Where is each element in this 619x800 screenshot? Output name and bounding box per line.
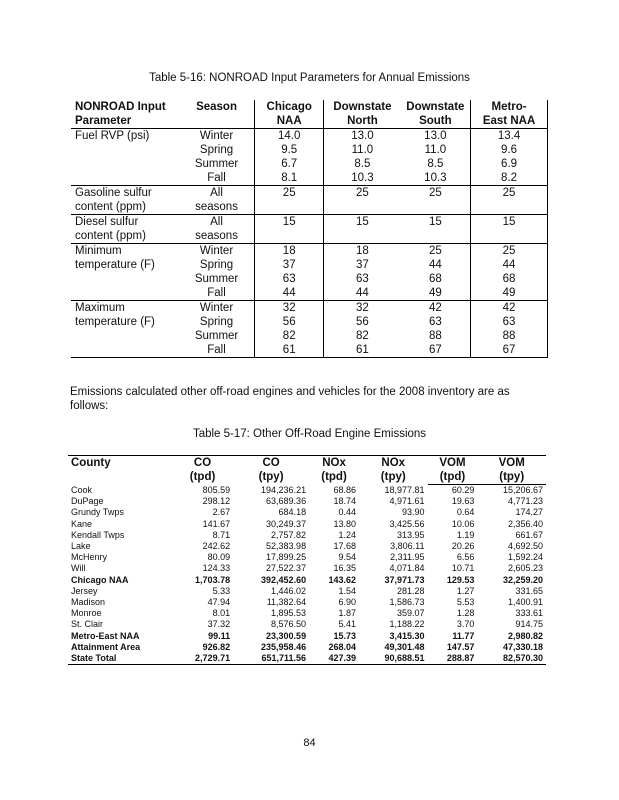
- param-cell: content (ppm): [71, 229, 179, 244]
- downstate-north-cell: 13.0: [351, 130, 374, 142]
- value-cell: 0.44: [338, 507, 356, 518]
- table-row: [68, 563, 546, 574]
- value-cell: 8.01: [212, 608, 231, 619]
- value-cell: 5.33: [212, 585, 231, 596]
- table-row: [68, 496, 546, 507]
- value-cell: 5.41: [338, 619, 356, 630]
- param-cell: temperature (F): [75, 259, 155, 271]
- value-cell: 30,249.37: [266, 518, 307, 529]
- downstate-south-cell: 10.3: [401, 171, 471, 186]
- value-cell: 174.27: [515, 507, 543, 518]
- season-cell: Winter: [179, 301, 255, 316]
- chicago-cell: [255, 200, 324, 215]
- chicago-cell: 56: [255, 315, 324, 329]
- value-cell: 19.63: [451, 496, 475, 507]
- table-row: [71, 258, 548, 272]
- value-cell: 16.35: [333, 563, 356, 574]
- value-cell: 1.24: [338, 529, 356, 540]
- header-nox-tpd: NOx: [309, 456, 359, 471]
- county-cell: Attainment Area: [71, 641, 141, 652]
- downstate-south-cell: 88: [401, 329, 471, 343]
- metro-east-cell: 49: [471, 286, 548, 301]
- table-row: [68, 586, 546, 597]
- season-cell: Spring: [179, 258, 255, 272]
- value-cell: 1,586.73: [389, 597, 425, 608]
- season-cell: Summer: [179, 329, 255, 343]
- table-row: [71, 171, 548, 186]
- season-cell: Summer: [179, 157, 255, 171]
- value-cell: 10.06: [451, 518, 475, 529]
- downstate-north-cell: 10.3: [324, 171, 401, 186]
- metro-east-cell: [471, 229, 548, 244]
- chicago-cell: 25: [255, 186, 324, 201]
- downstate-south-cell: 68: [401, 272, 471, 286]
- param-cell: content (ppm): [71, 200, 179, 215]
- chicago-cell: 82: [255, 329, 324, 343]
- metro-east-cell: 67: [471, 343, 548, 358]
- table-row: [71, 229, 548, 244]
- downstate-north-cell: 44: [324, 286, 401, 301]
- value-cell: 11.77: [452, 630, 475, 641]
- value-cell: 194,236.21: [261, 484, 307, 495]
- param-cell: [71, 286, 179, 301]
- value-cell: 2,980.82: [507, 630, 543, 641]
- season-cell: Fall: [179, 343, 255, 358]
- value-cell: 18,977.81: [384, 484, 425, 495]
- downstate-south-cell: 25: [401, 186, 471, 201]
- header-vom-tpy: VOM: [477, 456, 546, 471]
- chicago-cell: 14.0: [255, 129, 324, 144]
- season-cell: seasons: [179, 229, 255, 244]
- value-cell: 427.39: [309, 653, 359, 665]
- value-cell: 143.62: [328, 574, 356, 585]
- value-cell: 2,605.23: [507, 563, 543, 574]
- value-cell: 99.11: [208, 630, 231, 641]
- param-cell: [71, 272, 179, 286]
- downstate-south-cell: [401, 200, 471, 215]
- param-cell: Fuel RVP (psi): [75, 130, 150, 142]
- header-co-tpy: CO: [233, 456, 309, 471]
- table-row: [71, 215, 548, 230]
- value-cell: 80.09: [207, 552, 231, 563]
- value-cell: 52,383.98: [266, 541, 307, 552]
- table-row: [71, 143, 548, 157]
- downstate-north-cell: 82: [356, 330, 369, 342]
- table-row: [68, 530, 546, 541]
- season-cell: All: [179, 215, 255, 230]
- value-cell: 82,570.30: [477, 653, 546, 665]
- value-cell: 2,356.40: [507, 518, 543, 529]
- value-cell: 331.65: [515, 585, 543, 596]
- value-cell: 1.87: [338, 608, 356, 619]
- header-county: County: [68, 456, 172, 471]
- downstate-north-cell: 8.5: [354, 158, 371, 170]
- county-cell: Cook: [71, 484, 93, 495]
- table-row: [71, 315, 548, 329]
- value-cell: 68.86: [333, 484, 356, 495]
- metro-east-cell: 68: [471, 272, 548, 286]
- metro-east-cell: 63: [471, 315, 548, 329]
- county-cell: Kendall Twps: [71, 529, 125, 540]
- param-cell: Minimum: [75, 245, 122, 257]
- county-cell: Metro-East NAA: [71, 630, 140, 641]
- season-cell: Winter: [179, 129, 255, 144]
- off-road-engine-emissions-table: County CO CO NOx NOx VOM VOM (tpd) (tpy) (tpd) (tpy) (tpd) (tpy) Cook 805.59 194,236.21 68.86 18,977.81 60.29 15,206.67 DuPage 298.12 63,689.36 18.74 4,971.61 19.63 4,771.23 Grundy Twps 2.67 684.18 0.44 93.90 0.64 174.27 Kane 141.67 30,249.37 13.80 3,425.56 10.06 2,356.40 Kendall Twps 8.71 2,757.82 1.24 313.95 1.19 661.67 Lake 242.62 52,383.98 17.68 3,806.11 20.26 4,692.50 McHenry 80.09 17,899.25 9.54 2,311.95 6.56 1,592.24 Will 124.33 27,522.37 16.35 4,071.84 10.71 2,605.23 Chicago NAA 1,703.78 392,452.60 143.62 37,971.73 129.53 32,259.20 Jersey 5.33 1,446.02 1.54 281.28 1.27 331.65 Madison 47.94 11,382.64 6.90 1,586.73 5.53 1,400.91 Monroe 8.01 1,895.53 1.87 359.07 1.28 333.61 St. Clair 37.32 8,576.50 5.41 1,188.22 3.70 914.75 Metro-East NAA 99.11 23,300.59 15.73 3,415.30 11.77 2,980.82 Attainment Area 926.82 235,958.46 268.04 49,301.48 147.57 47,330.18 State Total 2,729.71 651,711.56 427.39 90,688.51 288.87 82,570.30: [68, 455, 546, 665]
- downstate-north-cell: 15: [356, 216, 369, 228]
- param-cell: Maximum: [75, 302, 125, 314]
- chicago-cell: 63: [255, 272, 324, 286]
- chicago-cell: 32: [255, 301, 324, 316]
- value-cell: 268.04: [328, 641, 356, 652]
- page-number: 84: [303, 737, 316, 749]
- header-nox-tpy: NOx: [359, 456, 428, 471]
- value-cell: 141.67: [202, 518, 231, 529]
- season-cell: Fall: [179, 171, 255, 186]
- metro-east-cell: 6.9: [471, 157, 548, 171]
- value-cell: 129.53: [446, 574, 475, 585]
- table-row: [71, 186, 548, 201]
- value-cell: 63,689.36: [266, 496, 307, 507]
- county-cell: Grundy Twps: [71, 507, 124, 518]
- table-row: [71, 329, 548, 343]
- value-cell: 124.33: [202, 563, 231, 574]
- value-cell: 333.61: [515, 608, 543, 619]
- value-cell: 93.90: [401, 507, 425, 518]
- value-cell: 392,452.60: [261, 574, 307, 585]
- downstate-south-cell: 63: [401, 315, 471, 329]
- value-cell: 2,757.82: [271, 529, 307, 540]
- season-cell: seasons: [179, 200, 255, 215]
- chicago-cell: 15: [255, 215, 324, 230]
- value-cell: 8.71: [212, 529, 231, 540]
- value-cell: 147.57: [446, 641, 475, 652]
- value-cell: 37.32: [207, 619, 231, 630]
- metro-east-cell: 8.2: [471, 171, 548, 186]
- table-row: [71, 286, 548, 301]
- table-row: [68, 653, 546, 665]
- downstate-south-cell: [401, 229, 471, 244]
- value-cell: 15,206.67: [502, 485, 543, 495]
- value-cell: 281.28: [396, 585, 425, 596]
- table-row: [68, 485, 546, 497]
- value-cell: 298.12: [202, 496, 231, 507]
- value-cell: 651,711.56: [233, 653, 309, 665]
- value-cell: 3,415.30: [389, 630, 425, 641]
- value-cell: 926.82: [202, 641, 231, 652]
- table-row: [71, 244, 548, 259]
- metro-east-cell: 9.6: [471, 143, 548, 157]
- season-cell: Fall: [179, 286, 255, 301]
- value-cell: 4,071.84: [389, 563, 425, 574]
- value-cell: 3,806.11: [390, 541, 425, 552]
- county-cell: St. Clair: [71, 619, 104, 630]
- table-row: [71, 129, 548, 144]
- chicago-cell: [255, 229, 324, 244]
- value-cell: 17,899.25: [266, 552, 307, 563]
- value-cell: 1.28: [456, 608, 475, 619]
- header-parameter: NONROAD Input Parameter: [71, 100, 179, 129]
- param-cell: [71, 157, 179, 171]
- value-cell: 914.75: [515, 619, 543, 630]
- metro-east-cell: 15: [471, 215, 548, 230]
- season-cell: Winter: [179, 244, 255, 259]
- param-cell: Diesel sulfur: [75, 216, 139, 228]
- value-cell: 235,958.46: [261, 641, 307, 652]
- downstate-north-cell: 56: [356, 316, 369, 328]
- value-cell: 242.62: [202, 541, 231, 552]
- value-cell: 1.27: [456, 585, 475, 596]
- county-cell: McHenry: [71, 552, 108, 563]
- value-cell: 661.67: [515, 529, 543, 540]
- chicago-cell: 8.1: [255, 171, 324, 186]
- value-cell: 6.90: [338, 597, 356, 608]
- header-downstate-south: Downstate South: [401, 100, 471, 129]
- metro-east-cell: 44: [471, 258, 548, 272]
- header-vom-tpd: VOM: [428, 456, 478, 471]
- value-cell: 11,382.64: [266, 597, 307, 608]
- table-row: [68, 575, 546, 586]
- param-cell: temperature (F): [75, 316, 155, 328]
- header-season: Season: [179, 100, 255, 129]
- metro-east-cell: 88: [471, 329, 548, 343]
- county-cell: Monroe: [71, 608, 102, 619]
- downstate-south-cell: 15: [401, 215, 471, 230]
- value-cell: 1,446.02: [271, 585, 307, 596]
- chicago-cell: 37: [255, 258, 324, 272]
- value-cell: 1.54: [338, 585, 356, 596]
- header-downstate-north: Downstate North: [324, 100, 401, 129]
- season-cell: Summer: [179, 272, 255, 286]
- downstate-north-cell: 37: [356, 259, 369, 271]
- param-cell: [71, 171, 179, 186]
- value-cell: 37,971.73: [384, 574, 425, 585]
- table-row: [68, 619, 546, 630]
- value-cell: 1,895.53: [271, 608, 307, 619]
- value-cell: 23,300.59: [266, 630, 307, 641]
- value-cell: 15.73: [333, 630, 356, 641]
- county-cell: DuPage: [71, 496, 104, 507]
- value-cell: 9.54: [338, 552, 356, 563]
- table2-caption: Table 5-17: Other Off-Road Engine Emissions: [192, 428, 427, 440]
- downstate-north-cell: [324, 200, 401, 215]
- table-row: [68, 507, 546, 518]
- downstate-south-cell: 44: [401, 258, 471, 272]
- value-cell: 1,592.24: [507, 552, 543, 563]
- county-cell: Madison: [71, 597, 106, 608]
- county-cell: State Total: [68, 653, 172, 665]
- downstate-south-cell: 49: [401, 286, 471, 301]
- value-cell: 4,971.61: [389, 496, 425, 507]
- header-metro-east: Metro- East NAA: [471, 100, 548, 129]
- value-cell: 3.70: [456, 619, 475, 630]
- table-row: [68, 597, 546, 608]
- table-row: [68, 631, 546, 642]
- nonroad-input-parameters-table: [71, 100, 548, 358]
- table-row: [68, 541, 546, 552]
- value-cell: 4,771.23: [507, 496, 543, 507]
- header-chicago: Chicago NAA: [255, 100, 324, 129]
- downstate-north-cell: 63: [356, 273, 369, 285]
- metro-east-cell: 25: [471, 186, 548, 201]
- value-cell: 47,330.18: [502, 641, 543, 652]
- season-cell: All: [179, 186, 255, 201]
- downstate-south-cell: 67: [401, 343, 471, 358]
- body-paragraph: Emissions calculated other off-road engines and vehicles for the 2008 inventory are as follows:: [70, 386, 510, 412]
- value-cell: 2,729.71: [172, 653, 233, 665]
- county-cell: Kane: [71, 518, 93, 529]
- county-cell: Lake: [71, 541, 91, 552]
- value-cell: 27,522.37: [266, 563, 307, 574]
- county-cell: Will: [71, 563, 86, 574]
- value-cell: 288.87: [428, 653, 478, 665]
- value-cell: 60.29: [451, 485, 475, 495]
- table-row: [71, 200, 548, 215]
- value-cell: 17.68: [333, 541, 356, 552]
- table-row: [71, 343, 548, 358]
- chicago-cell: 9.5: [255, 143, 324, 157]
- table-row: [68, 608, 546, 619]
- param-cell: [71, 143, 179, 157]
- downstate-north-cell: 18: [356, 245, 369, 257]
- downstate-north-cell: 25: [356, 187, 369, 199]
- value-cell: 8,576.50: [271, 619, 307, 630]
- value-cell: 47.94: [207, 597, 231, 608]
- metro-east-cell: 25: [471, 244, 548, 259]
- param-cell: [71, 329, 179, 343]
- chicago-cell: 44: [255, 286, 324, 301]
- metro-east-cell: 13.4: [471, 129, 548, 144]
- value-cell: 1,188.22: [389, 619, 425, 630]
- downstate-north-cell: 11.0: [351, 144, 374, 156]
- value-cell: 0.64: [456, 507, 475, 518]
- table-row: [68, 642, 546, 653]
- value-cell: 805.59: [202, 484, 231, 495]
- value-cell: 313.95: [396, 529, 425, 540]
- value-cell: 359.07: [396, 608, 425, 619]
- param-cell: Gasoline sulfur: [75, 187, 152, 199]
- value-cell: 20.26: [451, 541, 475, 552]
- table1-caption: Table 5-16: NONROAD Input Parameters for Annual Emissions: [149, 72, 470, 84]
- downstate-south-cell: 25: [401, 244, 471, 259]
- value-cell: 3,425.56: [389, 518, 425, 529]
- downstate-north-cell: 61: [324, 343, 401, 358]
- chicago-cell: 18: [255, 244, 324, 259]
- table-row: [71, 157, 548, 171]
- chicago-cell: 6.7: [255, 157, 324, 171]
- value-cell: 5.53: [456, 597, 475, 608]
- table-row: [71, 301, 548, 316]
- value-cell: 1,400.91: [507, 597, 543, 608]
- value-cell: 2,311.95: [390, 552, 425, 563]
- downstate-north-cell: [324, 229, 401, 244]
- chicago-cell: 61: [255, 343, 324, 358]
- season-cell: Spring: [179, 143, 255, 157]
- value-cell: 684.18: [278, 507, 307, 518]
- metro-east-cell: [471, 200, 548, 215]
- season-cell: Spring: [179, 315, 255, 329]
- table-row: [71, 272, 548, 286]
- value-cell: 10.71: [451, 563, 475, 574]
- value-cell: 1,703.78: [195, 574, 231, 585]
- value-cell: 6.56: [456, 552, 475, 563]
- value-cell: 13.80: [333, 518, 356, 529]
- downstate-south-cell: 11.0: [401, 143, 471, 157]
- county-cell: Jersey: [71, 585, 98, 596]
- downstate-south-cell: 42: [401, 301, 471, 316]
- value-cell: 18.74: [333, 496, 356, 507]
- downstate-north-cell: 32: [356, 302, 369, 314]
- value-cell: 49,301.48: [384, 641, 425, 652]
- county-cell: Chicago NAA: [71, 574, 129, 585]
- param-cell: [71, 343, 179, 358]
- table-row: [68, 519, 546, 530]
- value-cell: 4,692.50: [507, 541, 543, 552]
- downstate-south-cell: 13.0: [401, 129, 471, 144]
- value-cell: 90,688.51: [359, 653, 428, 665]
- value-cell: 1.19: [456, 529, 475, 540]
- table-row: [68, 552, 546, 563]
- metro-east-cell: 42: [471, 301, 548, 316]
- value-cell: 32,259.20: [502, 574, 543, 585]
- value-cell: 2.67: [212, 507, 231, 518]
- downstate-south-cell: 8.5: [401, 157, 471, 171]
- header-co-tpd: CO: [172, 456, 233, 471]
